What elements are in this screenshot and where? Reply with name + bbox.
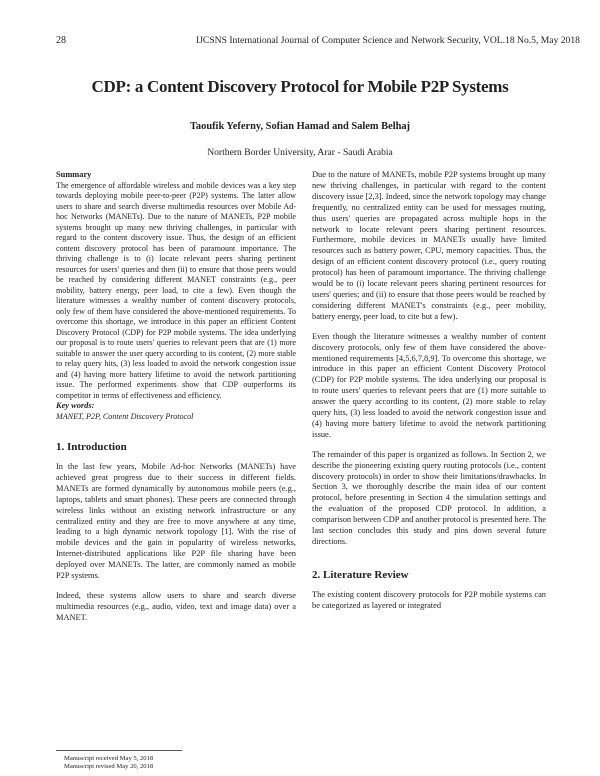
literature-review-heading: 2. Literature Review <box>312 568 409 581</box>
paper-authors: Taoufik Yeferny, Sofian Hamad and Salem Belhaj <box>189 121 411 132</box>
footnote-rule <box>56 750 182 751</box>
page-number: 28 <box>56 35 66 46</box>
intro-paragraph-2: Indeed, these systems allow users to share and search diverse multimedia resources (e.g., audio, video, text and image data) over a MANET. <box>56 590 296 622</box>
right-paragraph-3: The remainder of this paper is organized as follows. In Section 2, we describe the pioneering existing query routing protocols (i.e., content discovery protocols) in order to show their limitations/drawbacks. In Section 3, we thoroughly describe the main idea of our content protocol, before presenting in Section 4 the simulation settings and the evaluation of the proposed CDP protocol. In addition, a comparison between CDP and another protocol is presented here. The last section concludes this study and pins down several future directions. <box>312 449 546 546</box>
right-paragraph-4: The existing content discovery protocols for P2P mobile systems can be categorized as layered or integrated <box>312 589 546 610</box>
right-column <box>312 170 546 612</box>
summary-heading: Summary <box>56 170 92 179</box>
right-paragraph-2: Even though the literature witnesses a wealthy number of content discovery protocols, only few of them have considered the above-mentioned requirements [4,5,6,7,8,9]. To overcome this shortage, we introduce in this paper an efficient Content Discovery Protocol (CDP) for P2P mobile systems. The idea underlying our proposal is to route users' queries to relevant peers that are (1) more suitable to answer the query according to its content, (2) more stable to relay query hits, (3) less loaded to avoid the network congestion issue and (4) having more battery lifetime to avoid the network partitioning issue. <box>312 331 546 439</box>
author-affiliation: Northern Border University, Arar - Saudi Arabia <box>207 147 393 158</box>
right-paragraph-1: Due to the nature of MANETs, mobile P2P systems brought up many new thriving challenges, in particular with regard to the content discovery issue [2,3]. Indeed, since the network topology may change frequently, no centralized entity can be used for messages routing, thus users' queries are propagated across multiple hops in the network to locate relevant peers sharing pertinent resources. Furthermore, mobile devices in MANETs usually have limited resources such as battery power, CPU, memory capacities. Thus, the design of an efficient content discovery protocol (i.e., query routing protocol) has been of paramount importance. The thriving challenge would be to (i) locate relevant peers sharing pertinent resources for users' queries; and (ii) to ensure that those peers would be reached by considering different MANET's constraints (e.g., peer mobility, battery energy, peer load, to cite but a few). <box>312 170 546 321</box>
keywords-text: MANET, P2P, Content Discovery Protocol <box>56 411 194 421</box>
intro-paragraph-1: In the last few years, Mobile Ad-hoc Networks (MANETs) have achieved great progress due to their success in different fields. MANETs are formed dynamically by autonomous mobile peers (e.g., laptops, tablets and smart phones). These peers are connected through wireless links without an existing network infrastructure or any centralized entity and they are free to move anywhere at any time, leading to a high dynamic network topology [1]. With the rise of mobile devices and the gain in popularity of wireless networks, Internet-distributed applications like P2P file sharing have been deployed over MANETs. The latter, are commonly named as mobile P2P systems. <box>56 462 296 581</box>
keywords-heading: Key words: <box>56 401 95 410</box>
footnote-revised: Manuscript revised May 20, 2018 <box>64 763 154 770</box>
paper-title: CDP: a Content Discovery Protocol for Mobile P2P Systems <box>91 77 509 96</box>
intro-heading: 1. Introduction <box>56 441 127 453</box>
summary-text: The emergence of affordable wireless and mobile devices was a key step towards deploying mobile peer-to-peer (P2P) systems. The latter allow users to share and search diverse multimedia resources over Mobile Ad-hoc Networks (MANETs). Due to the nature of MANETs, P2P mobile systems brought up many new thriving challenges, in particular with regard to the content discovery issue. Thus, the design of an efficient content discovery protocol has been of paramount importance. The thriving challenge is to (i) locate relevant peers sharing pertinent resources for users' queries and then (ii) to ensure that those peers would be reached by considering different MANET constraints (e.g., peer mobility, battery energy, peer load, to cite a few). Even though the literature witnesses a wealthy number of content discovery protocols, only few of them have considered the above-mentioned requirements. To overcome this shortage, we introduce in this paper an efficient Content Discovery Protocol (CDP) for P2P mobile systems. The idea underlying our proposal is to route users' queries to relevant peers that are (1) more suitable to answer the user query according to its content, (2) more stable to relay query hits, (3) less loaded to avoid the network congestion issue and (4) having more battery lifetime to avoid the network partitioning issue. The performed experiments show that CDP outperforms its competitor in terms of effectiveness and efficiency. <box>56 180 296 400</box>
journal-header: IJCSNS International Journal of Computer Science and Network Security, VOL.18 No.5, May 2018 <box>196 35 580 46</box>
left-column <box>56 170 296 624</box>
footnote-received: Manuscript received May 5, 2018 <box>64 755 154 762</box>
